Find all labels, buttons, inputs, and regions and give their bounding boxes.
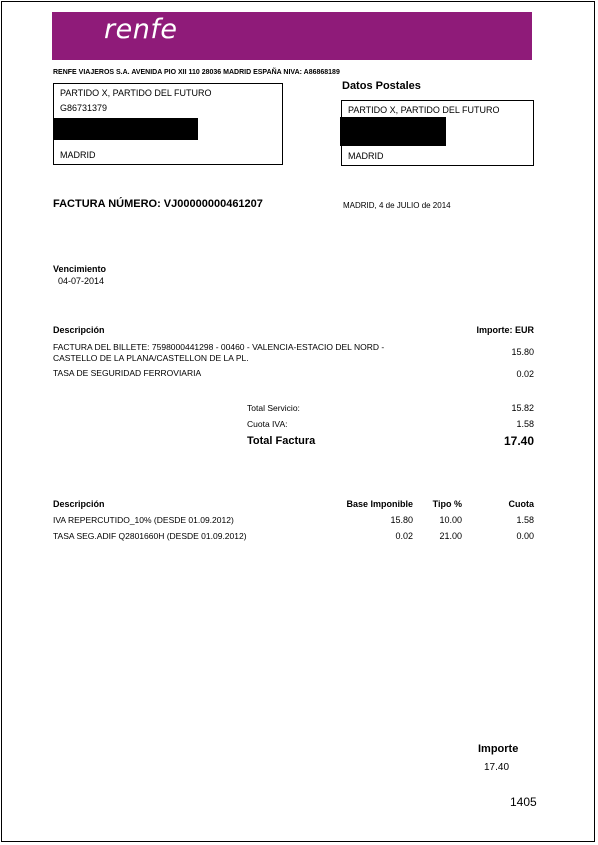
invoice-date: MADRID, 4 de JULIO de 2014 (343, 201, 451, 210)
item-line: TASA DE SEGURIDAD FERROVIARIA (53, 368, 202, 378)
item-amount: 15.80 (511, 347, 534, 357)
client-nif: G86731379 (60, 103, 108, 113)
total-service-value: 15.82 (511, 403, 534, 413)
items-desc-header: Descripción (53, 325, 105, 335)
client-name: PARTIDO X, PARTIDO DEL FUTURO (60, 88, 212, 98)
page-code: 1405 (510, 795, 537, 809)
redaction-block (53, 118, 198, 140)
tax-row-base: 0.02 (395, 531, 413, 541)
invoice-number: FACTURA NÚMERO: VJ00000000461207 (53, 198, 263, 210)
items-amount-header: Importe: EUR (476, 325, 534, 335)
tax-row-quota: 1.58 (516, 515, 534, 525)
tax-row-desc: TASA SEG.ADIF Q2801660H (DESDE 01.09.2012) (53, 531, 247, 541)
tax-row-quota: 0.00 (516, 531, 534, 541)
item-line: FACTURA DEL BILLETE: 7598000441298 - 00460 - VALENCIA-ESTACIO DEL NORD - (53, 342, 385, 352)
tax-row-desc: IVA REPERCUTIDO_10% (DESDE 01.09.2012) (53, 515, 234, 525)
total-invoice-value: 17.40 (503, 434, 534, 448)
item-amount: 0.02 (516, 369, 534, 379)
tax-row-rate: 21.00 (439, 531, 462, 541)
importe-value: 17.40 (484, 762, 510, 773)
postal-name: PARTIDO X, PARTIDO DEL FUTURO (348, 105, 500, 115)
item-line: CASTELLO DE LA PLANA/CASTELLON DE LA PL. (53, 353, 249, 363)
tax-header-rate: Tipo % (432, 499, 462, 509)
tax-header-desc: Descripción (53, 499, 105, 509)
total-service-label: Total Servicio: (247, 403, 300, 413)
redaction-block (340, 117, 446, 146)
postal-heading: Datos Postales (342, 80, 421, 92)
postal-city: MADRID (348, 151, 384, 161)
iva-value: 1.58 (516, 419, 534, 429)
total-invoice-label: Total Factura (247, 435, 316, 447)
iva-label: Cuota IVA: (247, 419, 288, 429)
tax-row-base: 15.80 (390, 515, 413, 525)
tax-header-base: Base Imponible (346, 499, 413, 509)
due-date: 04-07-2014 (58, 276, 105, 286)
tax-header-quota: Cuota (508, 499, 534, 509)
tax-row-rate: 10.00 (439, 515, 462, 525)
due-label: Vencimiento (53, 264, 107, 274)
client-city: MADRID (60, 150, 96, 160)
importe-label: Importe (478, 743, 519, 755)
renfe-logo: renfe (104, 14, 178, 45)
company-line: RENFE VIAJEROS S.A. AVENIDA PIO XII 110 28036 MADRID ESPAÑA NIVA: A86868189 (53, 69, 340, 76)
